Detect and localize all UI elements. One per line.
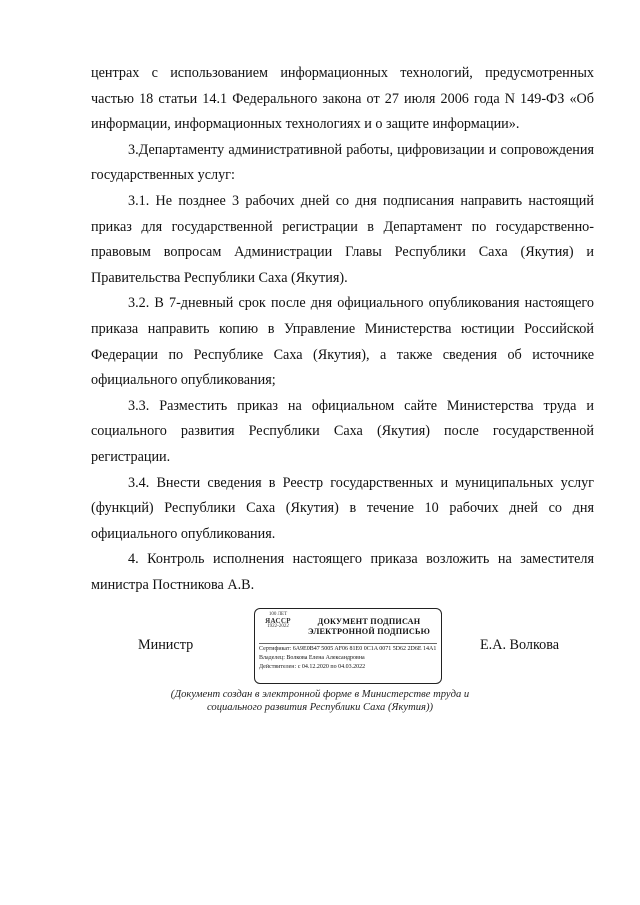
owner-value: Волкова Елена Александровна [286, 655, 365, 661]
emblem-main-text: ЯАССР [265, 617, 291, 625]
electronic-signature-stamp [254, 608, 442, 684]
paragraph-item-3-2: 3.2. В 7-дневный срок после дня официального опубликования настоящего приказа направить копию в Управление Министерства юстиции Российской Федерации по Республике Саха (Якутия), а также сведения об источнике официального опубликования; [91, 295, 594, 389]
signature-block [0, 604, 640, 684]
anniversary-emblem-icon [260, 612, 296, 640]
signer-position: Министр [138, 637, 194, 653]
stamp-owner [259, 655, 439, 662]
valid-value: 04.12.2020 по 04.03.2022 [301, 664, 366, 670]
stamp-title-line1: ДОКУМЕНТ ПОДПИСАН [317, 617, 421, 626]
paragraph-item-3: 3.Департаменту административной работы, цифровизации и сопровождения государственных услуг: [91, 141, 594, 184]
paragraph-continuation: центрах с использованием информационных технологий, предусмотренных частью 18 статьи 14.1 Федерального закона от 27 июля 2006 года N 149-ФЗ «Об информации, информационных технологиях и о защите информации». [91, 65, 594, 133]
stamp-validity [259, 664, 439, 671]
paragraph-item-4: 4. Контроль исполнения настоящего приказа возложить на заместителя министра Постникова А.В. [91, 551, 594, 593]
valid-label: Действителен: с [259, 664, 301, 670]
footnote-line1: (Документ создан в электронной форме в Министерстве труда и [170, 689, 470, 700]
stamp-title-line2: ЭЛЕКТРОННОЙ ПОДПИСЬЮ [307, 627, 431, 636]
emblem-top-text: 100 ЛЕТ [268, 612, 288, 617]
stamp-certificate [259, 646, 439, 653]
stamp-divider [259, 643, 437, 644]
certificate-label: Сертификат: [259, 646, 292, 652]
paragraph-item-3-4: 3.4. Внести сведения в Реестр государственных и муниципальных услуг (функций) Республики Саха (Якутия) в течение 10 рабочих дней со дня официального опубликования. [91, 474, 594, 542]
certificate-value: 6A9E0B47 5005 AF06 81E0 0C1A 0071 5D62 2D6E 14A1 [292, 646, 437, 652]
owner-label: Владелец: [259, 655, 285, 661]
paragraph-item-3-3: 3.3. Разместить приказ на официальном сайте Министерства труда и социального развития Республики Саха (Якутия) после государственной регистрации. [91, 397, 594, 465]
document-body [91, 61, 594, 598]
stamp-title [299, 617, 439, 637]
emblem-bottom-text: 1922-2022 [267, 624, 289, 629]
document-footnote [170, 688, 470, 714]
signer-name: Е.А. Волкова [480, 637, 560, 653]
paragraph-item-3-1: 3.1. Не позднее 3 рабочих дней со дня подписания направить настоящий приказ для государственной регистрации в Департамент по государственно-правовым вопросам Администрации Главы Республики Саха (Якутия) и Правительства Республики Саха (Якутия). [91, 192, 594, 286]
footnote-line2: социального развития Республики Саха (Якутия)) [206, 702, 434, 713]
